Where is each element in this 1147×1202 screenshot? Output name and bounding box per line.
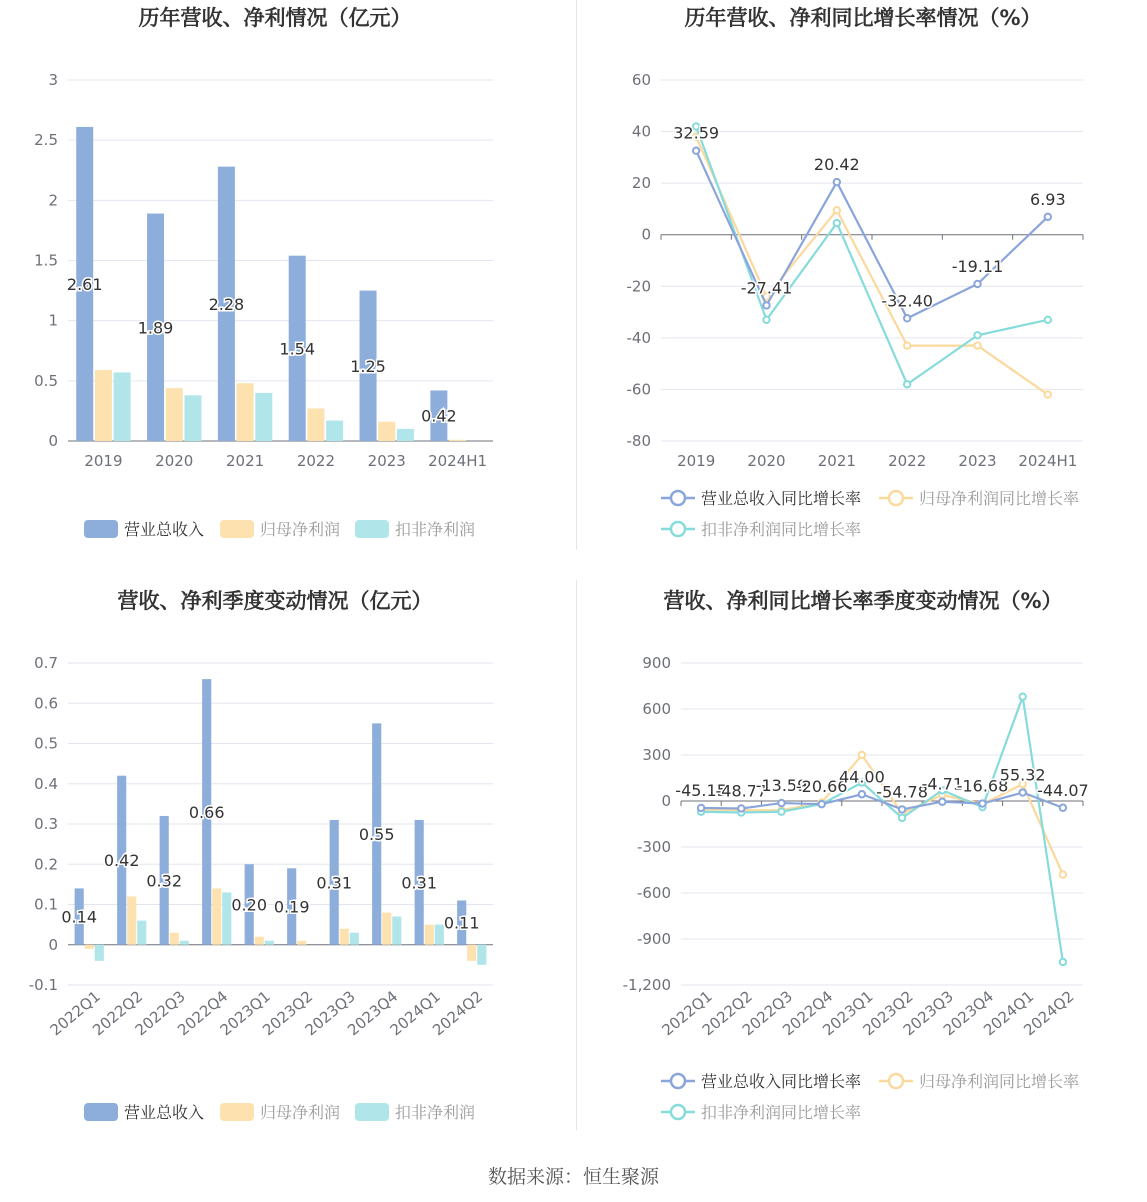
series-point xyxy=(1045,317,1051,323)
y-tick-label: 60 xyxy=(631,71,651,89)
x-tick-label: 2023Q1 xyxy=(819,987,877,1040)
x-tick-label: 2022Q4 xyxy=(779,987,837,1040)
y-tick-label: -40 xyxy=(626,328,651,347)
x-tick-label: 2022Q3 xyxy=(131,987,189,1040)
series-point xyxy=(834,179,840,185)
legend-swatch-point xyxy=(889,1074,903,1088)
chart-title: 营收、净利同比增长率季度变动情况（%） xyxy=(663,589,1063,613)
series-point xyxy=(979,800,985,806)
bar-deducted-profit xyxy=(397,429,414,441)
series-point xyxy=(1045,391,1051,397)
legend-swatch xyxy=(355,1103,389,1121)
series-point xyxy=(698,805,704,811)
legend-swatch xyxy=(84,520,118,538)
y-tick-label: -900 xyxy=(636,930,671,948)
bar-deducted-profit xyxy=(184,395,201,441)
data-label: -32.40 xyxy=(881,291,933,311)
y-tick-label: 2.5 xyxy=(34,131,58,150)
series-point xyxy=(693,147,699,153)
data-label: -27.41 xyxy=(740,278,793,298)
x-tick-label: 2019 xyxy=(84,452,123,470)
data-label: 32.59 xyxy=(673,123,720,143)
bar-deducted-profit xyxy=(222,892,231,944)
bar-parent-profit xyxy=(170,933,179,945)
legend-label: 扣非净利润 xyxy=(395,1103,476,1122)
data-label: 0.19 xyxy=(273,897,310,917)
data-label: -19.11 xyxy=(951,256,1004,276)
bar-deducted-profit xyxy=(265,941,274,945)
x-tick-label: 2023Q3 xyxy=(301,987,359,1040)
data-label: 55.32 xyxy=(999,765,1046,785)
y-tick-label: 0.2 xyxy=(34,855,58,874)
y-tick-label: -1,200 xyxy=(622,976,671,994)
x-tick-label: 2022Q4 xyxy=(174,987,232,1040)
series-line-deducted-profit xyxy=(701,697,1063,962)
series-point xyxy=(859,752,865,758)
chart-title: 营收、净利季度变动情况（亿元） xyxy=(117,589,433,613)
y-tick-label: 0.1 xyxy=(34,895,58,914)
bar-deducted-profit xyxy=(180,941,189,945)
series-point xyxy=(1045,214,1051,220)
legend-swatch xyxy=(220,520,254,538)
x-tick-label: 2024Q1 xyxy=(980,987,1038,1040)
x-tick-label: 2023Q1 xyxy=(216,987,274,1040)
x-tick-label: 2022 xyxy=(888,452,927,470)
series-point xyxy=(1020,694,1026,700)
y-tick-label: 600 xyxy=(642,700,671,718)
data-label: 0.14 xyxy=(61,907,98,927)
y-tick-label: 300 xyxy=(642,746,671,764)
bar-deducted-profit xyxy=(95,945,104,961)
bar-deducted-profit xyxy=(392,917,401,945)
y-tick-label: 0.4 xyxy=(34,774,58,793)
bar-parent-profit xyxy=(449,440,466,441)
annual-growth-rate-chart xyxy=(575,0,1147,580)
data-label: -44.07 xyxy=(1037,780,1089,800)
data-label: 0.32 xyxy=(146,871,183,891)
data-label: -45.15 xyxy=(675,780,727,800)
y-tick-label: 0 xyxy=(661,792,671,810)
y-tick-label: 1 xyxy=(48,311,58,330)
bar-deducted-profit xyxy=(255,393,272,441)
bar-deducted-profit xyxy=(350,933,359,945)
series-point xyxy=(974,342,980,348)
bar-parent-profit xyxy=(166,388,183,441)
bar-parent-profit xyxy=(467,945,476,961)
y-tick-label: -20 xyxy=(626,277,651,296)
legend-swatch xyxy=(84,1103,118,1121)
legend-label: 营业总收入同比增长率 xyxy=(701,489,862,508)
series-point xyxy=(939,799,945,805)
legend-swatch-point xyxy=(889,491,903,505)
data-label: 0.11 xyxy=(443,913,480,933)
bar-parent-profit xyxy=(425,925,434,945)
bar-deducted-profit xyxy=(477,945,486,965)
legend-label: 营业总收入 xyxy=(124,520,205,539)
bar-deducted-profit xyxy=(326,421,343,441)
legend-label: 扣非净利润同比增长率 xyxy=(701,1103,862,1122)
data-source-note: 数据来源：恒生聚源 xyxy=(487,1166,659,1188)
bar-deducted-profit xyxy=(137,921,146,945)
y-tick-label: 20 xyxy=(631,174,651,193)
y-tick-label: 3 xyxy=(48,71,58,89)
bar-parent-profit xyxy=(85,945,94,949)
data-label: 1.25 xyxy=(350,356,386,376)
bar-parent-profit xyxy=(212,888,221,944)
series-point xyxy=(763,302,769,308)
bar-parent-profit xyxy=(340,929,349,945)
y-tick-label: 0 xyxy=(641,225,651,244)
data-label: 6.93 xyxy=(1030,189,1066,209)
legend-swatch-point xyxy=(671,1105,685,1119)
series-point xyxy=(859,791,865,797)
data-label: 0.20 xyxy=(231,895,268,915)
vertical-divider-bottom xyxy=(576,580,577,1130)
x-tick-label: 2022Q2 xyxy=(698,987,756,1040)
legend-label: 扣非净利润 xyxy=(395,520,476,539)
x-tick-label: 2022Q1 xyxy=(658,987,716,1040)
series-point xyxy=(819,801,825,807)
series-point xyxy=(1060,805,1066,811)
quarterly-revenue-profit-chart xyxy=(0,580,575,1160)
data-label: -48.77 xyxy=(715,781,768,801)
bar-parent-profit xyxy=(307,409,324,441)
y-tick-label: 40 xyxy=(631,122,651,141)
data-label: -13.59 xyxy=(755,776,808,796)
series-point xyxy=(778,809,784,815)
data-label: 0.31 xyxy=(316,873,353,893)
y-tick-label: 0.7 xyxy=(34,654,58,672)
y-tick-label: 900 xyxy=(642,654,671,672)
y-tick-label: -600 xyxy=(636,884,671,902)
data-label: 2.61 xyxy=(66,274,103,294)
x-tick-label: 2022Q2 xyxy=(89,987,147,1040)
series-point xyxy=(899,806,905,812)
x-tick-label: 2024Q2 xyxy=(1020,987,1078,1040)
series-point xyxy=(834,207,840,213)
x-tick-label: 2022 xyxy=(296,452,336,470)
quarterly-growth-rate-chart xyxy=(575,580,1147,1160)
data-label: 0.31 xyxy=(401,873,438,893)
bar-deducted-profit xyxy=(435,925,444,945)
series-point xyxy=(974,332,980,338)
data-label: -54.78 xyxy=(876,782,928,802)
bar-parent-profit xyxy=(127,896,136,944)
data-label: 1.54 xyxy=(279,339,316,359)
y-tick-label: 0.6 xyxy=(34,694,58,713)
x-tick-label: 2023Q2 xyxy=(859,987,917,1040)
data-label: 2.28 xyxy=(208,294,245,314)
series-point xyxy=(738,805,744,811)
x-tick-label: 2023Q4 xyxy=(344,987,402,1040)
vertical-divider-top xyxy=(576,0,577,550)
y-tick-label: -300 xyxy=(636,838,671,856)
x-tick-label: 2023Q4 xyxy=(939,987,998,1040)
x-tick-label: 2024H1 xyxy=(1018,452,1078,470)
series-point xyxy=(974,281,980,287)
x-tick-label: 2022Q3 xyxy=(738,987,797,1040)
legend-label: 归母净利润同比增长率 xyxy=(919,489,1080,508)
data-label: 1.89 xyxy=(137,318,174,338)
series-point xyxy=(778,800,784,806)
legend-label: 归母净利润 xyxy=(260,520,341,539)
x-tick-label: 2023 xyxy=(958,452,997,470)
bar-parent-profit xyxy=(95,370,112,441)
y-tick-label: 0 xyxy=(48,935,58,954)
data-label: 0.42 xyxy=(421,406,457,426)
annual-revenue-profit-chart xyxy=(0,0,575,580)
x-tick-label: 2024H1 xyxy=(428,452,488,470)
x-tick-label: 2020 xyxy=(747,452,786,470)
y-tick-label: 0.5 xyxy=(34,734,58,753)
legend-label: 扣非净利润同比增长率 xyxy=(701,520,862,539)
x-tick-label: 2023 xyxy=(367,452,406,470)
series-point xyxy=(904,342,910,348)
series-point xyxy=(763,317,769,323)
bar-parent-profit xyxy=(297,941,306,945)
data-label: -4.71 xyxy=(921,774,964,794)
series-point xyxy=(1060,871,1066,877)
y-tick-label: -80 xyxy=(626,432,651,450)
bar-parent-profit xyxy=(382,913,391,945)
bar-parent-profit xyxy=(378,422,395,441)
y-tick-label: 2 xyxy=(48,191,58,210)
y-tick-label: -0.1 xyxy=(28,976,58,994)
data-label: 0.66 xyxy=(188,802,225,822)
x-tick-label: 2022Q1 xyxy=(46,987,104,1040)
chart-title: 历年营收、净利情况（亿元） xyxy=(138,6,412,30)
data-label: 20.42 xyxy=(813,155,860,175)
legend-swatch-point xyxy=(671,491,685,505)
data-label: 0.42 xyxy=(103,851,140,871)
x-tick-label: 2020 xyxy=(155,452,194,470)
data-label: -16.68 xyxy=(956,776,1009,796)
legend-label: 归母净利润同比增长率 xyxy=(919,1072,1080,1091)
data-label: 0.55 xyxy=(358,825,395,845)
y-tick-label: 0.3 xyxy=(34,815,58,833)
legend-label: 营业总收入 xyxy=(124,1103,205,1122)
series-point xyxy=(899,815,905,821)
data-label: -20.66 xyxy=(795,777,848,797)
bar-parent-profit xyxy=(255,937,264,945)
y-tick-label: -60 xyxy=(626,380,651,399)
legend-swatch xyxy=(355,520,389,538)
chart-title: 历年营收、净利同比增长率情况（%） xyxy=(684,6,1042,30)
x-tick-label: 2024Q2 xyxy=(429,987,487,1040)
series-point xyxy=(904,315,910,321)
x-tick-label: 2019 xyxy=(677,452,716,470)
x-tick-label: 2023Q2 xyxy=(259,987,317,1040)
x-tick-label: 2021 xyxy=(817,452,856,470)
bar-parent-profit xyxy=(237,383,254,441)
series-point xyxy=(834,220,840,226)
x-tick-label: 2024Q1 xyxy=(386,987,444,1040)
bar-deducted-profit xyxy=(114,372,131,441)
y-tick-label: 0 xyxy=(48,432,58,450)
y-tick-label: 1.5 xyxy=(34,251,58,270)
legend-swatch xyxy=(220,1103,254,1121)
series-point xyxy=(904,381,910,387)
data-label: 44.00 xyxy=(838,767,885,787)
x-tick-label: 2023Q3 xyxy=(899,987,957,1040)
y-tick-label: 0.5 xyxy=(34,371,58,390)
legend-label: 营业总收入同比增长率 xyxy=(701,1072,862,1091)
x-tick-label: 2021 xyxy=(225,452,265,470)
legend-swatch-point xyxy=(671,1074,685,1088)
series-point xyxy=(1020,789,1026,795)
legend-label: 归母净利润 xyxy=(260,1103,341,1122)
series-point xyxy=(1060,959,1066,965)
legend-swatch-point xyxy=(671,522,685,536)
